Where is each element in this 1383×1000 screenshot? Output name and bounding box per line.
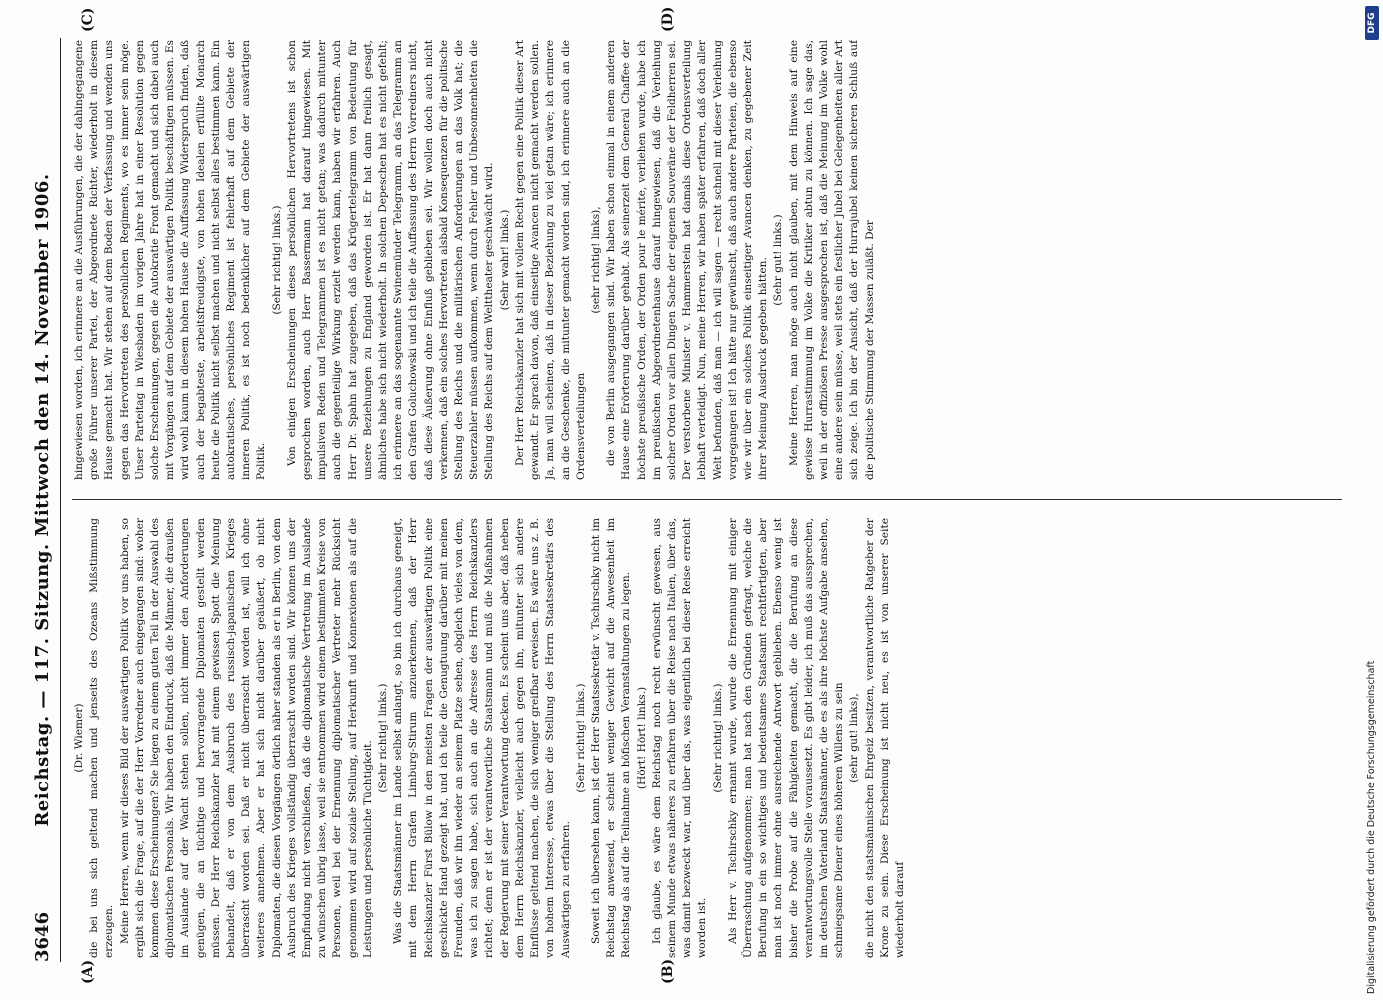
margin-letter-d: (D) xyxy=(660,6,676,32)
column-divider xyxy=(72,499,1342,500)
interjection-paragraph: (Sehr richtig! links.) xyxy=(377,683,390,793)
text-paragraph: Was die Staatsmänner im Lande selbst anlangt, so bin ich durchaus geneigt, mit dem Herrn Grafen Limburg-Stirum anzuerkennen, daß der Herr Reichskanzler Fürst Bülow in den meisten Fragen der auswärtigen Politik eine geschickte Hand gezeigt hat, und ich teile die Genugtuung darüber mit meinen Freunden, daß wir ihn wieder an seinem Platze sehen, obgleich vieles von dem, was ich zu sagen habe, sich auch an die Adresse des Herrn Reichskanzlers richtet; denn er ist der verantwortliche Staatsmann und muß die Maßnahmen der Regierung mit seiner Verantwortung decken. Es scheint uns aber, daß neben dem Herrn Reichskanzler, vielleicht auch gegen ihn, mitunter sich andere Einflüsse geltend machen, die sich weniger greifbar erweisen. Es wäre uns z. B. von hohem Interesse, etwas über die Stellung des Herrn Staatssekretärs des Auswärtigen zu erfahren. xyxy=(392,518,572,958)
right-text-column xyxy=(72,40,1350,480)
interjection-paragraph: (Sehr gut! links.) xyxy=(772,214,785,306)
page-title: Reichstag. — 117. Sitzung. Mittwoch den 14. November 1906. xyxy=(32,173,53,827)
interjection-paragraph: (Dr. Wiemer) xyxy=(73,703,85,773)
interjection-paragraph: (Hört! Hört! links.) xyxy=(635,686,648,790)
text-paragraph: die von Berlin ausgegangen sind. Wir haben schon einmal in einem anderen Hause eine Erörterung darüber gehabt. Als seinerzeit dem General Chaffee der höchste preußische Orden, der Orden pour le mérite, verliehen wurde, habe ich im preußischen Abgeordnetenhause darauf hingewiesen, daß die Verleihung solcher Orden vor allen Dingen Sache der eigenen Souveräne der Feldherren sei. Der verstorbene Minister v. Hammerstein hat damals diese Ordensverteilung lebhaft verteidigt. Nun, meine Herren, wir haben später erfahren, daß doch aller Welt befunden, daß man — ich will sagen — recht schnell mit dieser Verleihung vorgegangen ist! Ich hätte nur gewünscht, daß auch andere Parteien, die ebenso wie wir über ein solches Politik einseitiger Avancen denken, zu gegebener Zeit ihrer Meinung Ausdruck gegeben hätten. xyxy=(605,40,770,480)
page-header xyxy=(26,38,58,962)
dfg-logo-icon: DFG xyxy=(1365,6,1379,40)
text-paragraph: Der Herr Reichskanzler hat sich mit vollem Recht gegen eine Politik dieser Art gewandt. Er sprach davon, daß einseitige Avancen nicht gemacht werden sollen. Ja, man will scheinen, daß in dieser Beziehung zu viel getan wäre; ich erinnere an die Geschenke, die mitunter gemacht worden sind, ich erinnere auch an die Ordensverteilungen xyxy=(513,40,587,480)
text-paragraph: hingewiesen worden, ich erinnere an die Ausführungen, die der dahingegangene große Führer unserer Partei, der Abgeordnete Richter, wiederholt in diesem Hause gemacht hat. Wir stehen auf dem Boden der Verfassung und wenden uns gegen das Hervortreten des persönlichen Regiments, wo es immer sein möge. Unser Parteitag in Wiesbaden im vorigen Jahre hat in einer Resolution gegen solche Erscheinungen, gegen die Autokratie Front gemacht und sich dabei auch mit Vorgängen auf dem Gebiete der auswärtigen Politik beschäftigen müssen. Es wird wohl kaum in diesem hohen Hause die Auffassung Widerspruch finden, daß auch der begabteste, arbeitsfreudigste, von hohen Idealen erfüllte Monarch heute die Politik nicht selbst machen und nicht selbst alles bestimmen kann. Ein autokratisches, persönliches Regiment ist fehlerhaft auf dem Gebiete der inneren Politik, es ist noch bedenklicher auf dem Gebiete der auswärtigen Politik. xyxy=(73,40,268,480)
text-paragraph: Meine Herren, wenn wir dieses Bild der auswärtigen Politik vor uns haben, so ergibt sich die Frage, auf die der Herr Vorredner auch eingegangen sind: woher kommen diese Erscheinungen? Sie liegen zu einem guten Teil in der Auswahl des diplomatischen Personals. Wir haben den Eindruck, daß die Männer, die draußen im Auslande auf der Wacht stehen sollen, nicht immer den Anforderungen genügen, die an tüchtige und hervorragende Diplomaten gestellt werden müssen. Der Herr Reichskanzler hat mit einem gewissen Spott die Meinung behandelt, daß er von dem Ausbruch des russisch-japanischen Krieges überrascht worden sei. Daß er nicht überrascht worden ist, will ich ohne weiteres annehmen. Aber er hat sich nicht darüber geäußert, ob nicht Diplomaten, die diesen Vorgängen örtlich näher standen als er in Berlin, von dem Ausbruch des Krieges vollständig überrascht worden sind. Wir können uns der Empfindung nicht verschließen, daß die diplomatische Vertretung im Auslande zu wünschen übrig lasse, weil sie entnommen wird einem bestimmten Kreise von Personen, weil bei der Ernennung diplomatischer Vertreter mehr Rücksicht genommen wird auf soziale Stellung, auf Herkunft und Konnexionen als auf die Leistungen und persönliche Tüchtigkeit. xyxy=(118,518,374,958)
margin-letter-c: (C) xyxy=(80,7,96,32)
footer-credit-text: Digitalisierung gefördert durch die Deutsche Forschungsgemeinschaft xyxy=(1366,660,1377,994)
interjection-paragraph: (sehr richtig! links), xyxy=(589,206,602,314)
interjection-paragraph: (Sehr richtig! links.) xyxy=(270,205,283,315)
text-paragraph: Soweit ich übersehen kann, ist der Herr Staatssekretär v. Tschirschky nicht im Reichstag anwesend, er scheint weniger Gewicht auf die Anwesenheit im Reichstag als auf die Teilnahme an höfischen Veranstaltungen zu legen. xyxy=(589,518,633,958)
text-paragraph: die bei uns sich geltend machen und jenseits des Ozeans Mißstimmung erzeugen. xyxy=(88,518,116,958)
text-paragraph: die nicht den staatsmännischen Ehrgeiz besitzen, verantwortliche Ratgeber der Krone zu sein. Diese Erscheinung ist nicht neu, es ist von unserer Seite wiederholt darauf xyxy=(863,518,906,958)
margin-letter-a: (A) xyxy=(80,959,96,984)
left-text-column xyxy=(72,518,1350,958)
interjection-paragraph: (Sehr wahr! links.) xyxy=(498,209,511,311)
text-paragraph: Als Herr v. Tschirschky ernannt wurde, wurde die Ernennung mit einiger Überraschung aufgenommen; man hat nach den Gründen gefragt, welche die Berufung in ein so wichtiges und bedeutsames Staatsamt rechtfertigten, aber man ist noch immer ohne ausreichende Antwort geblieben. Ebenso wenig ist bisher die Probe auf die Fähigkeiten gemacht, die die Berufung an diese verantwortungsvolle Stelle voraussetzt. Es gibt leider, ich muß das aussprechen, im deutschen Vaterland Staatsmänner, die es als ihre höchste Aufgabe ansehen, schmiegsame Diener eines höheren Willens zu sein xyxy=(726,518,846,958)
header-rule xyxy=(60,38,61,962)
text-paragraph: Meine Herren, man möge auch nicht glauben, mit dem Hinweis auf eine gewisse Hurrastimmung im Volke die Kritiker abtun zu können. Ich sage das, weil in der offiziösen Presse ausgesprochen ist, daß die Meinung im Volke wohl eine andere sein müsse, weil stets ein festlicher Jubel bei Gelegenheiten aller Art sich zeige. Ich bin der Ansicht, daß der Hurrajubel keinen sicheren Schluß auf die politische Stimmung der Massen zuläßt. Der xyxy=(787,40,876,480)
page-number: 3646 xyxy=(32,911,53,962)
margin-letter-b: (B) xyxy=(660,958,676,984)
interjection-paragraph: (Sehr richtig! links.) xyxy=(574,683,587,793)
digitization-footer xyxy=(1362,0,1383,1000)
interjection-paragraph: (Sehr richtig! links.) xyxy=(711,683,724,793)
text-paragraph: Ich glaube, es wäre dem Reichstag noch recht erwünscht gewesen, aus seinem Munde etwas näheres zu erfahren über die Reise nach Italien, über das, was damit bezweckt war, und über das, was eigentlich bei dieser Reise erreicht worden ist. xyxy=(650,518,709,958)
interjection-paragraph: (sehr gut! links), xyxy=(848,693,861,783)
text-paragraph: Von einigen Erscheinungen dieses persönlichen Hervortretens ist schon gesprochen worden, auch Herr Bassermann hat darauf hingewiesen. Mit impulsiven Reden und Telegrammen ist es nicht getan; was dadurch mitunter auch die gegenteilige Wirkung erzielt werden kann, haben wir erfahren. Auch Herr Dr. Spahn hat zugegeben, daß das Krügertelegramm von Bedeutung für unsere Beziehungen zu England geworden ist. Er hat dann freilich gesagt, ähnliches habe sich nicht wiederholt. In solchen Depeschen hat es nicht gefehlt; ich erinnere an das sogenannte Swinemünder Telegramm, an das Telegramm an den Grafen Goluchowski und ich teile die Auffassung des Herrn Vorredners nicht, daß diese Äußerung ohne Einfluß geblieben sei. Wir wollen doch auch nicht verkennen, daß ein solches Hervortreten alsbald Konsequenzen für die politische Stellung des Reichs und die militärischen Anforderungen an das Volk hat; die Steuerzahler müssen aufkommen, wenn durch Fehler und Unbesonnenheiten die Stellung des Reichs auf dem Welttheater geschwächt wird. xyxy=(285,40,496,480)
